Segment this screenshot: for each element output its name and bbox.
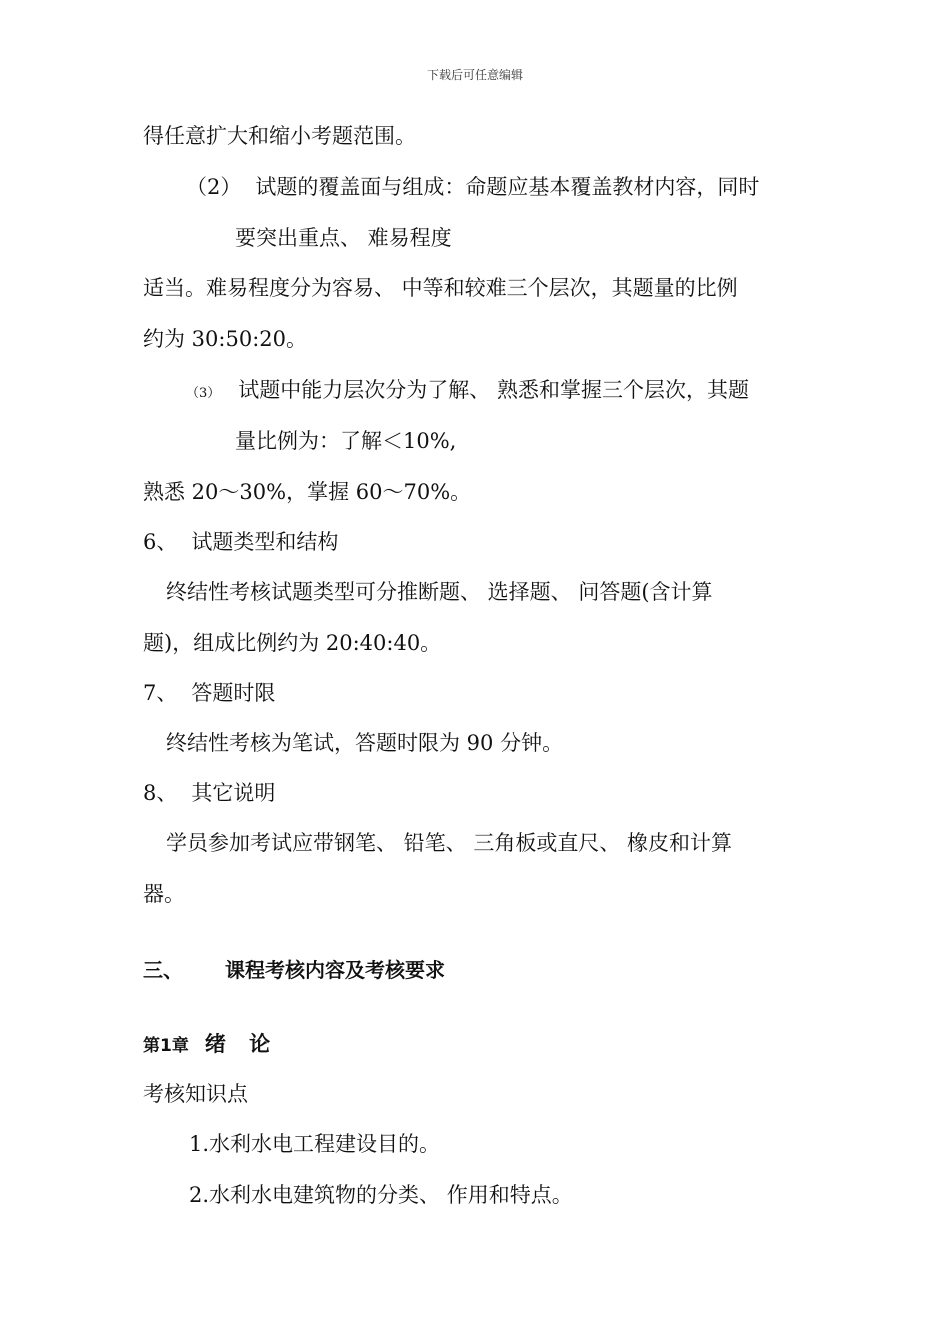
list-item: 1.水利水电工程建设目的。 — [189, 1132, 441, 1156]
subsection-heading-6 — [143, 528, 338, 556]
list-item-3 — [186, 376, 749, 408]
knowledge-points-title: 考核知识点 — [143, 1082, 248, 1106]
list-text: 试题的覆盖面与组成：命题应基本覆盖教材内容，同时 — [255, 175, 760, 199]
paragraph-line: 器。 — [143, 882, 185, 906]
page-header: 下载后可任意编辑 — [426, 68, 523, 82]
subsection-title: 试题类型和结构 — [191, 530, 339, 554]
paragraph-line: 终结性考核为笔试，答题时限为 90 分钟。 — [166, 731, 564, 755]
paragraph-line: 适当。难易程度分为容易、 中等和较难三个层次，其题量的比例 — [143, 276, 738, 300]
list-number: （3） — [186, 386, 221, 401]
subsection-number: 8、 — [143, 781, 178, 805]
paragraph-line: 学员参加考试应带钢笔、 铅笔、 三角板或直尺、 橡皮和计算 — [166, 831, 733, 855]
list-text: 试题中能力层次分为了解、 熟悉和掌握三个层次，其题 — [238, 378, 749, 402]
subsection-number: 7、 — [143, 681, 178, 705]
subsection-title: 答题时限 — [191, 681, 276, 705]
list-item-2 — [186, 173, 759, 201]
chapter-title: 绪 论 — [204, 1032, 279, 1056]
paragraph-line: 得任意扩大和缩小考题范围。 — [143, 124, 416, 148]
section-heading — [143, 956, 445, 984]
subsection-title: 其它说明 — [191, 781, 276, 805]
section-title: 课程考核内容及考核要求 — [225, 958, 445, 982]
paragraph-line: 熟悉 20～30%，掌握 60～70%。 — [143, 480, 472, 504]
chapter-heading — [143, 1030, 278, 1060]
list-number: （2） — [186, 175, 242, 199]
paragraph-line: 要突出重点、 难易程度 — [235, 226, 452, 250]
section-number: 三、 — [143, 958, 183, 982]
chapter-label: 第1章 — [143, 1036, 189, 1056]
paragraph-line: 终结性考核试题类型可分推断题、 选择题、 问答题(含计算 — [166, 580, 713, 604]
paragraph-line: 题)，组成比例约为 20:40:40。 — [143, 631, 442, 655]
list-item: 2.水利水电建筑物的分类、 作用和特点。 — [189, 1183, 573, 1207]
paragraph-line: 约为 30:50:20。 — [143, 327, 307, 351]
subsection-heading-8 — [143, 779, 275, 807]
paragraph-line: 量比例为：了解＜10%, — [235, 429, 457, 453]
subsection-number: 6、 — [143, 530, 178, 554]
subsection-heading-7 — [143, 679, 275, 707]
